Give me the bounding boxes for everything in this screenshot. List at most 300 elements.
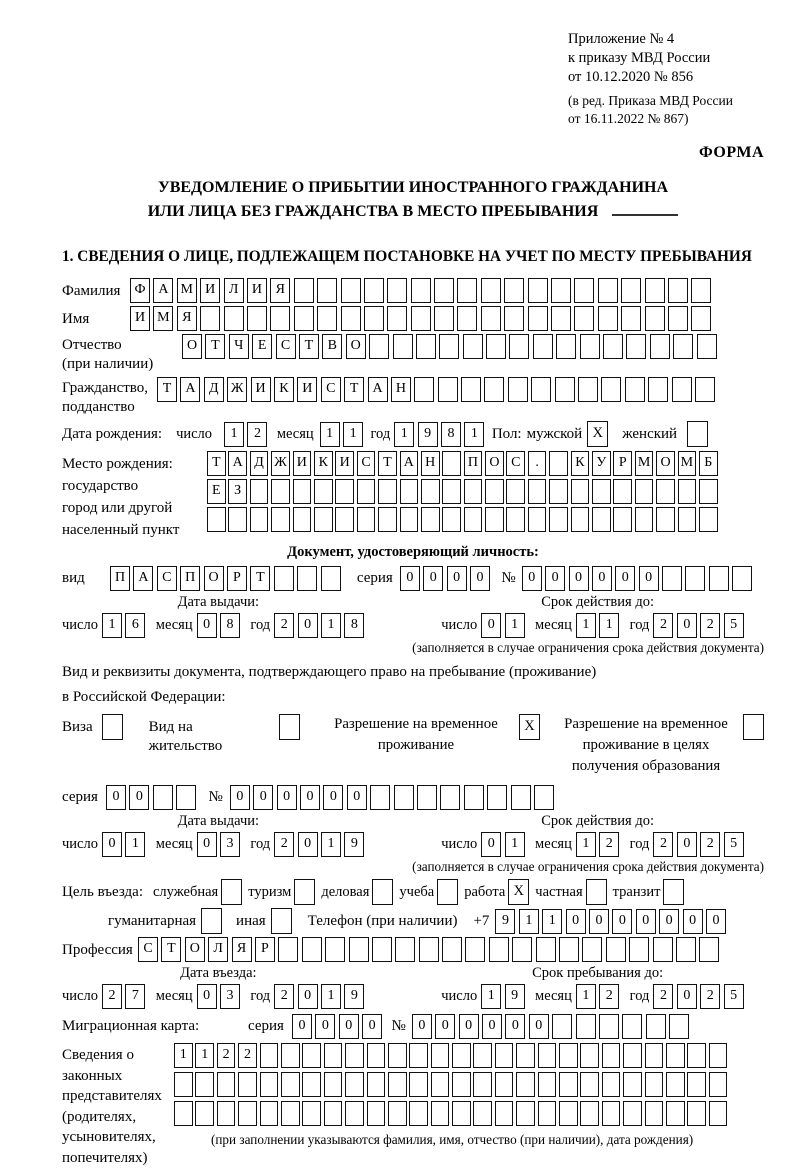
char-box[interactable]: И bbox=[297, 377, 317, 402]
char-box[interactable] bbox=[602, 1072, 621, 1097]
char-box[interactable] bbox=[528, 507, 547, 532]
char-box[interactable] bbox=[666, 1072, 685, 1097]
char-box[interactable] bbox=[302, 1072, 321, 1097]
char-box[interactable]: Т bbox=[157, 377, 177, 402]
char-box[interactable]: 1 bbox=[321, 984, 341, 1009]
char-box[interactable]: Ч bbox=[229, 334, 249, 359]
char-box[interactable] bbox=[646, 1014, 666, 1039]
purpose-other-checkbox[interactable] bbox=[271, 908, 292, 934]
char-box[interactable] bbox=[302, 937, 322, 962]
char-box[interactable]: 3 bbox=[220, 832, 240, 857]
char-box[interactable] bbox=[217, 1101, 236, 1126]
char-box[interactable] bbox=[685, 566, 705, 591]
char-box[interactable]: 0 bbox=[569, 566, 589, 591]
char-box[interactable] bbox=[653, 937, 673, 962]
char-box[interactable]: 9 bbox=[495, 909, 515, 934]
char-box[interactable] bbox=[691, 278, 711, 303]
char-box[interactable]: Р bbox=[255, 937, 275, 962]
char-box[interactable]: 0 bbox=[529, 1014, 549, 1039]
char-box[interactable] bbox=[623, 1072, 642, 1097]
char-box[interactable] bbox=[623, 1043, 642, 1068]
char-box[interactable] bbox=[678, 479, 697, 504]
char-box[interactable]: Н bbox=[391, 377, 411, 402]
char-box[interactable] bbox=[531, 377, 551, 402]
char-box[interactable] bbox=[388, 1072, 407, 1097]
purpose-transit-checkbox[interactable] bbox=[663, 879, 684, 905]
char-box[interactable] bbox=[238, 1101, 257, 1126]
char-box[interactable] bbox=[250, 507, 269, 532]
char-box[interactable]: Т bbox=[205, 334, 225, 359]
char-box[interactable] bbox=[367, 1043, 386, 1068]
char-box[interactable] bbox=[709, 1043, 728, 1068]
char-box[interactable] bbox=[409, 1072, 428, 1097]
char-box[interactable] bbox=[485, 479, 504, 504]
char-box[interactable]: 2 bbox=[653, 613, 673, 638]
char-box[interactable] bbox=[699, 479, 718, 504]
char-box[interactable] bbox=[629, 937, 649, 962]
char-box[interactable]: У bbox=[592, 451, 611, 476]
char-box[interactable]: 0 bbox=[347, 785, 367, 810]
char-box[interactable]: 2 bbox=[700, 984, 720, 1009]
char-box[interactable]: 5 bbox=[724, 984, 744, 1009]
char-box[interactable]: Т bbox=[250, 566, 270, 591]
char-box[interactable] bbox=[195, 1072, 214, 1097]
char-box[interactable]: О bbox=[656, 451, 675, 476]
char-box[interactable]: П bbox=[110, 566, 130, 591]
char-box[interactable] bbox=[650, 334, 670, 359]
char-box[interactable] bbox=[174, 1072, 193, 1097]
char-box[interactable] bbox=[393, 334, 413, 359]
char-box[interactable] bbox=[678, 507, 697, 532]
char-box[interactable] bbox=[294, 278, 314, 303]
char-box[interactable]: И bbox=[200, 278, 220, 303]
char-box[interactable]: И bbox=[130, 306, 150, 331]
char-box[interactable] bbox=[598, 278, 618, 303]
char-box[interactable]: 0 bbox=[339, 1014, 359, 1039]
char-box[interactable] bbox=[452, 1043, 471, 1068]
char-box[interactable]: 2 bbox=[700, 832, 720, 857]
char-box[interactable] bbox=[672, 377, 692, 402]
char-box[interactable] bbox=[613, 479, 632, 504]
char-box[interactable] bbox=[464, 479, 483, 504]
char-box[interactable] bbox=[297, 566, 317, 591]
char-box[interactable] bbox=[709, 566, 729, 591]
char-box[interactable]: 0 bbox=[677, 984, 697, 1009]
char-box[interactable]: К bbox=[274, 377, 294, 402]
char-box[interactable]: 0 bbox=[102, 832, 122, 857]
purpose-business-checkbox[interactable] bbox=[372, 879, 393, 905]
char-box[interactable] bbox=[668, 278, 688, 303]
char-box[interactable] bbox=[207, 507, 226, 532]
char-box[interactable] bbox=[464, 507, 483, 532]
char-box[interactable]: 0 bbox=[505, 1014, 525, 1039]
char-box[interactable] bbox=[592, 479, 611, 504]
char-box[interactable] bbox=[551, 306, 571, 331]
char-box[interactable]: 1 bbox=[599, 613, 619, 638]
char-box[interactable] bbox=[697, 334, 717, 359]
char-box[interactable] bbox=[559, 1072, 578, 1097]
char-box[interactable] bbox=[271, 479, 290, 504]
char-box[interactable]: Б bbox=[699, 451, 718, 476]
char-box[interactable] bbox=[536, 937, 556, 962]
char-box[interactable]: М bbox=[635, 451, 654, 476]
char-box[interactable]: В bbox=[322, 334, 342, 359]
char-box[interactable] bbox=[281, 1043, 300, 1068]
char-box[interactable]: 0 bbox=[300, 785, 320, 810]
char-box[interactable] bbox=[434, 278, 454, 303]
char-box[interactable] bbox=[176, 785, 196, 810]
char-box[interactable]: И bbox=[293, 451, 312, 476]
char-box[interactable] bbox=[666, 1043, 685, 1068]
char-box[interactable]: Я bbox=[232, 937, 252, 962]
char-box[interactable]: Д bbox=[250, 451, 269, 476]
char-box[interactable]: 0 bbox=[423, 566, 443, 591]
char-box[interactable]: Я bbox=[270, 278, 290, 303]
char-box[interactable] bbox=[635, 479, 654, 504]
char-box[interactable]: 1 bbox=[576, 613, 596, 638]
char-box[interactable] bbox=[528, 479, 547, 504]
char-box[interactable] bbox=[421, 507, 440, 532]
char-box[interactable] bbox=[603, 334, 623, 359]
char-box[interactable]: 0 bbox=[435, 1014, 455, 1039]
char-box[interactable] bbox=[485, 507, 504, 532]
char-box[interactable] bbox=[559, 1101, 578, 1126]
char-box[interactable] bbox=[395, 937, 415, 962]
char-box[interactable] bbox=[673, 334, 693, 359]
char-box[interactable]: С bbox=[157, 566, 177, 591]
char-box[interactable] bbox=[153, 785, 173, 810]
char-box[interactable] bbox=[324, 1043, 343, 1068]
char-box[interactable]: 0 bbox=[323, 785, 343, 810]
char-box[interactable] bbox=[200, 306, 220, 331]
char-box[interactable] bbox=[582, 937, 602, 962]
char-box[interactable]: 1 bbox=[576, 984, 596, 1009]
char-box[interactable] bbox=[481, 278, 501, 303]
char-box[interactable]: Т bbox=[344, 377, 364, 402]
char-box[interactable]: Ф bbox=[130, 278, 150, 303]
char-box[interactable] bbox=[349, 937, 369, 962]
char-box[interactable] bbox=[314, 507, 333, 532]
char-box[interactable]: 9 bbox=[344, 984, 364, 1009]
char-box[interactable] bbox=[341, 278, 361, 303]
char-box[interactable]: 0 bbox=[447, 566, 467, 591]
char-box[interactable] bbox=[687, 1043, 706, 1068]
char-box[interactable]: С bbox=[276, 334, 296, 359]
char-box[interactable]: 1 bbox=[505, 832, 525, 857]
char-box[interactable]: 0 bbox=[566, 909, 586, 934]
char-box[interactable]: П bbox=[464, 451, 483, 476]
char-box[interactable]: 8 bbox=[220, 613, 240, 638]
char-box[interactable]: И bbox=[247, 278, 267, 303]
char-box[interactable]: 2 bbox=[599, 832, 619, 857]
char-box[interactable] bbox=[709, 1101, 728, 1126]
char-box[interactable] bbox=[250, 479, 269, 504]
char-box[interactable] bbox=[645, 306, 665, 331]
char-box[interactable] bbox=[394, 785, 414, 810]
char-box[interactable] bbox=[442, 451, 461, 476]
char-box[interactable] bbox=[580, 334, 600, 359]
char-box[interactable] bbox=[645, 1043, 664, 1068]
char-box[interactable]: 8 bbox=[441, 422, 461, 447]
char-box[interactable]: Р bbox=[613, 451, 632, 476]
char-box[interactable]: 0 bbox=[615, 566, 635, 591]
char-box[interactable] bbox=[732, 566, 752, 591]
char-box[interactable]: 0 bbox=[277, 785, 297, 810]
char-box[interactable]: А bbox=[368, 377, 388, 402]
char-box[interactable]: 0 bbox=[298, 984, 318, 1009]
char-box[interactable] bbox=[528, 306, 548, 331]
char-box[interactable] bbox=[281, 1101, 300, 1126]
char-box[interactable]: 1 bbox=[320, 422, 340, 447]
char-box[interactable] bbox=[317, 306, 337, 331]
char-box[interactable] bbox=[434, 306, 454, 331]
purpose-study-checkbox[interactable] bbox=[437, 879, 458, 905]
char-box[interactable]: Е bbox=[252, 334, 272, 359]
char-box[interactable]: А bbox=[180, 377, 200, 402]
char-box[interactable] bbox=[580, 1101, 599, 1126]
char-box[interactable] bbox=[495, 1043, 514, 1068]
char-box[interactable]: 0 bbox=[683, 909, 703, 934]
char-box[interactable]: 1 bbox=[102, 613, 122, 638]
char-box[interactable] bbox=[621, 278, 641, 303]
char-box[interactable] bbox=[495, 1101, 514, 1126]
char-box[interactable]: 1 bbox=[542, 909, 562, 934]
char-box[interactable]: А bbox=[400, 451, 419, 476]
char-box[interactable] bbox=[325, 937, 345, 962]
char-box[interactable]: 0 bbox=[612, 909, 632, 934]
char-box[interactable] bbox=[580, 1043, 599, 1068]
char-box[interactable] bbox=[626, 334, 646, 359]
char-box[interactable]: 2 bbox=[700, 613, 720, 638]
char-box[interactable]: 1 bbox=[174, 1043, 193, 1068]
char-box[interactable] bbox=[516, 1072, 535, 1097]
char-box[interactable]: 0 bbox=[706, 909, 726, 934]
char-box[interactable] bbox=[576, 1014, 596, 1039]
char-box[interactable]: 1 bbox=[224, 422, 244, 447]
char-box[interactable] bbox=[602, 1101, 621, 1126]
char-box[interactable] bbox=[387, 306, 407, 331]
char-box[interactable]: 0 bbox=[545, 566, 565, 591]
char-box[interactable] bbox=[621, 306, 641, 331]
char-box[interactable]: Р bbox=[227, 566, 247, 591]
temp-residence-checkbox[interactable]: X bbox=[519, 714, 540, 740]
char-box[interactable] bbox=[341, 306, 361, 331]
char-box[interactable]: 0 bbox=[522, 566, 542, 591]
char-box[interactable] bbox=[421, 479, 440, 504]
char-box[interactable]: А bbox=[153, 278, 173, 303]
char-box[interactable] bbox=[508, 377, 528, 402]
char-box[interactable] bbox=[247, 306, 267, 331]
char-box[interactable] bbox=[473, 1072, 492, 1097]
char-box[interactable]: 0 bbox=[639, 566, 659, 591]
char-box[interactable] bbox=[538, 1043, 557, 1068]
char-box[interactable]: 5 bbox=[724, 832, 744, 857]
char-box[interactable] bbox=[195, 1101, 214, 1126]
char-box[interactable] bbox=[411, 278, 431, 303]
char-box[interactable] bbox=[224, 306, 244, 331]
gender-male-checkbox[interactable]: X bbox=[587, 421, 608, 447]
char-box[interactable]: 1 bbox=[394, 422, 414, 447]
char-box[interactable]: 9 bbox=[418, 422, 438, 447]
char-box[interactable]: 0 bbox=[412, 1014, 432, 1039]
char-box[interactable]: 0 bbox=[298, 613, 318, 638]
char-box[interactable]: З bbox=[228, 479, 247, 504]
char-box[interactable]: К bbox=[571, 451, 590, 476]
char-box[interactable] bbox=[409, 1101, 428, 1126]
char-box[interactable] bbox=[602, 1043, 621, 1068]
char-box[interactable]: 0 bbox=[482, 1014, 502, 1039]
char-box[interactable] bbox=[668, 306, 688, 331]
purpose-official-checkbox[interactable] bbox=[221, 879, 242, 905]
char-box[interactable]: 0 bbox=[197, 984, 217, 1009]
char-box[interactable]: Е bbox=[207, 479, 226, 504]
char-box[interactable] bbox=[431, 1072, 450, 1097]
char-box[interactable] bbox=[669, 1014, 689, 1039]
char-box[interactable]: 0 bbox=[677, 613, 697, 638]
char-box[interactable] bbox=[538, 1072, 557, 1097]
char-box[interactable]: 2 bbox=[217, 1043, 236, 1068]
char-box[interactable] bbox=[271, 507, 290, 532]
char-box[interactable] bbox=[528, 278, 548, 303]
char-box[interactable]: 1 bbox=[343, 422, 363, 447]
char-box[interactable] bbox=[559, 1043, 578, 1068]
char-box[interactable] bbox=[648, 377, 668, 402]
char-box[interactable]: 1 bbox=[195, 1043, 214, 1068]
purpose-humanitarian-checkbox[interactable] bbox=[201, 908, 222, 934]
char-box[interactable] bbox=[598, 306, 618, 331]
char-box[interactable]: 2 bbox=[274, 984, 294, 1009]
char-box[interactable] bbox=[345, 1043, 364, 1068]
char-box[interactable]: М bbox=[177, 278, 197, 303]
char-box[interactable] bbox=[645, 278, 665, 303]
char-box[interactable]: Н bbox=[421, 451, 440, 476]
char-box[interactable] bbox=[613, 507, 632, 532]
char-box[interactable] bbox=[580, 1072, 599, 1097]
char-box[interactable]: 2 bbox=[653, 832, 673, 857]
char-box[interactable]: 1 bbox=[321, 613, 341, 638]
char-box[interactable] bbox=[709, 1072, 728, 1097]
char-box[interactable]: 0 bbox=[636, 909, 656, 934]
char-box[interactable] bbox=[317, 278, 337, 303]
char-box[interactable] bbox=[302, 1043, 321, 1068]
char-box[interactable] bbox=[645, 1101, 664, 1126]
char-box[interactable]: Т bbox=[299, 334, 319, 359]
char-box[interactable] bbox=[484, 377, 504, 402]
char-box[interactable] bbox=[625, 377, 645, 402]
char-box[interactable]: О bbox=[485, 451, 504, 476]
char-box[interactable] bbox=[442, 479, 461, 504]
char-box[interactable] bbox=[695, 377, 715, 402]
char-box[interactable] bbox=[270, 306, 290, 331]
char-box[interactable] bbox=[481, 306, 501, 331]
char-box[interactable]: . bbox=[528, 451, 547, 476]
char-box[interactable]: Л bbox=[224, 278, 244, 303]
char-box[interactable] bbox=[699, 937, 719, 962]
char-box[interactable] bbox=[555, 377, 575, 402]
purpose-work-checkbox[interactable]: X bbox=[508, 879, 529, 905]
char-box[interactable] bbox=[578, 377, 598, 402]
char-box[interactable] bbox=[571, 479, 590, 504]
char-box[interactable] bbox=[278, 937, 298, 962]
char-box[interactable] bbox=[439, 334, 459, 359]
char-box[interactable] bbox=[635, 507, 654, 532]
char-box[interactable]: И bbox=[251, 377, 271, 402]
char-box[interactable]: 0 bbox=[470, 566, 490, 591]
char-box[interactable]: Я bbox=[177, 306, 197, 331]
char-box[interactable] bbox=[452, 1072, 471, 1097]
char-box[interactable] bbox=[438, 377, 458, 402]
char-box[interactable]: Л bbox=[208, 937, 228, 962]
purpose-tourism-checkbox[interactable] bbox=[294, 879, 315, 905]
char-box[interactable] bbox=[411, 306, 431, 331]
char-box[interactable] bbox=[378, 507, 397, 532]
char-box[interactable]: О bbox=[204, 566, 224, 591]
char-box[interactable]: 0 bbox=[659, 909, 679, 934]
char-box[interactable] bbox=[369, 334, 389, 359]
char-box[interactable]: 0 bbox=[589, 909, 609, 934]
char-box[interactable]: 1 bbox=[125, 832, 145, 857]
char-box[interactable]: С bbox=[357, 451, 376, 476]
char-box[interactable] bbox=[549, 479, 568, 504]
char-box[interactable] bbox=[431, 1043, 450, 1068]
char-box[interactable]: А bbox=[133, 566, 153, 591]
char-box[interactable] bbox=[465, 937, 485, 962]
char-box[interactable]: 8 bbox=[344, 613, 364, 638]
char-box[interactable]: Т bbox=[161, 937, 181, 962]
char-box[interactable] bbox=[217, 1072, 236, 1097]
char-box[interactable] bbox=[656, 479, 675, 504]
char-box[interactable] bbox=[281, 1072, 300, 1097]
char-box[interactable] bbox=[314, 479, 333, 504]
char-box[interactable]: С bbox=[138, 937, 158, 962]
char-box[interactable]: 9 bbox=[344, 832, 364, 857]
char-box[interactable]: 2 bbox=[274, 613, 294, 638]
char-box[interactable]: О bbox=[185, 937, 205, 962]
char-box[interactable] bbox=[228, 507, 247, 532]
char-box[interactable] bbox=[324, 1072, 343, 1097]
char-box[interactable]: 1 bbox=[464, 422, 484, 447]
char-box[interactable]: 7 bbox=[125, 984, 145, 1009]
char-box[interactable] bbox=[687, 1072, 706, 1097]
char-box[interactable] bbox=[486, 334, 506, 359]
char-box[interactable]: 0 bbox=[481, 613, 501, 638]
char-box[interactable] bbox=[691, 306, 711, 331]
char-box[interactable] bbox=[321, 566, 341, 591]
gender-female-checkbox[interactable] bbox=[687, 421, 708, 447]
char-box[interactable]: 0 bbox=[129, 785, 149, 810]
char-box[interactable] bbox=[388, 1101, 407, 1126]
char-box[interactable]: 1 bbox=[321, 832, 341, 857]
char-box[interactable] bbox=[442, 937, 462, 962]
char-box[interactable] bbox=[452, 1101, 471, 1126]
char-box[interactable]: С bbox=[321, 377, 341, 402]
char-box[interactable]: О bbox=[182, 334, 202, 359]
char-box[interactable] bbox=[416, 334, 436, 359]
char-box[interactable] bbox=[504, 306, 524, 331]
char-box[interactable] bbox=[504, 278, 524, 303]
char-box[interactable]: М bbox=[678, 451, 697, 476]
char-box[interactable] bbox=[442, 507, 461, 532]
char-box[interactable]: 0 bbox=[400, 566, 420, 591]
char-box[interactable] bbox=[387, 278, 407, 303]
char-box[interactable]: 0 bbox=[298, 832, 318, 857]
char-box[interactable] bbox=[699, 507, 718, 532]
char-box[interactable]: 0 bbox=[677, 832, 697, 857]
char-box[interactable] bbox=[687, 1101, 706, 1126]
char-box[interactable] bbox=[623, 1101, 642, 1126]
char-box[interactable] bbox=[335, 479, 354, 504]
char-box[interactable] bbox=[345, 1072, 364, 1097]
